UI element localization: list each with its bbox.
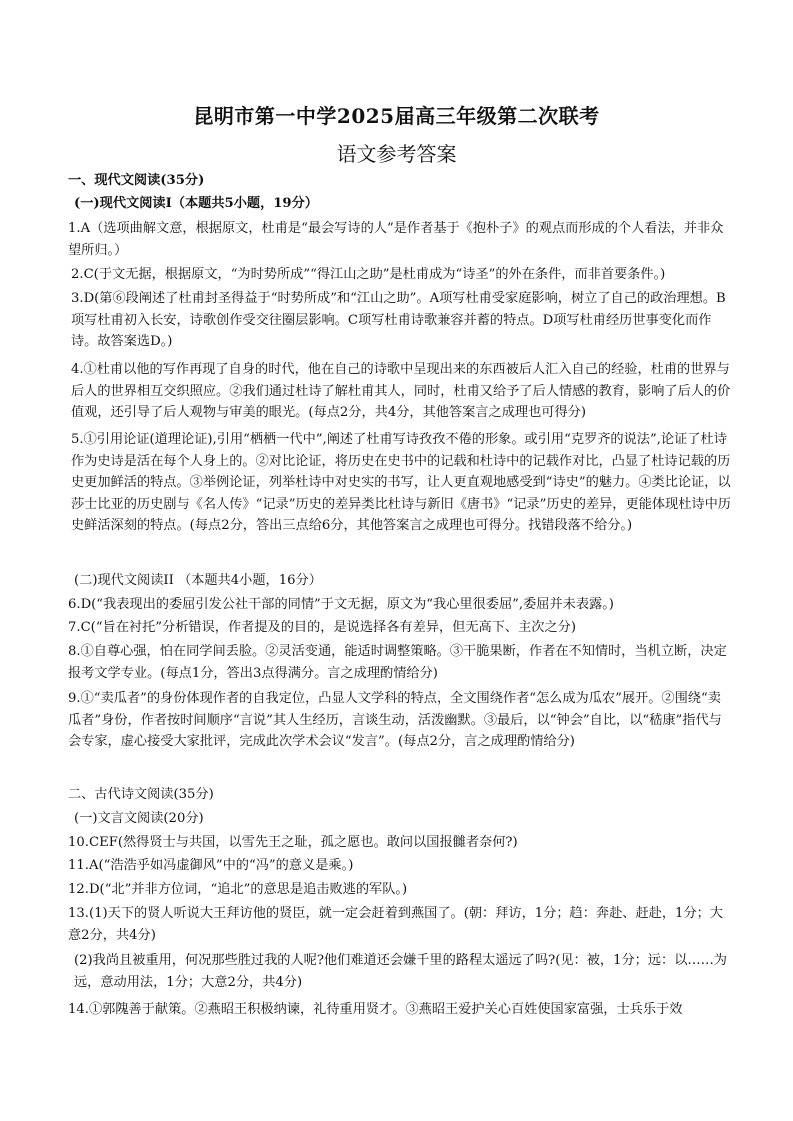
answer-q1: 1.A（选项曲解文意，根据原文，杜甫是“最会写诗的人”是作者基于《抱朴子》的观点而形成的个人看法，并非众望所归。） (68, 221, 724, 258)
answer-q13-2: (2)我尚且被重用，何况那些胜过我的人呢?他们难道还会嫌千里的路程太遥远了吗?(见：被，1分；远：以……为远，意动用法，1分；大意2分，共4分) (74, 953, 727, 990)
section-heading-classical-reading: 二、古代诗文阅读(35分) (68, 787, 214, 802)
answer-q5: 5.①引用论证(道理论证),引用“栖栖一代中”,阐述了杜甫写诗孜孜不倦的形象。或引用“克罗齐的说法”,论证了杜诗作为史诗是活在每个人身上的。②对比论证，将历史在史书中的记载和杜诗中的记载作对比，凸显了杜诗记载的历史更加鲜活的特点。③举例论证，列举杜诗中对史实的书写，让人更直观地感受到“诗史”的魅力。④类比论证，以莎士比亚的历史剧与《名人传》“记录”历史的差异类比杜诗与新旧《唐书》“记录”历史的差异，更能体现杜诗中历史鲜活深刻的特点。(每点2分，答出三点给6分，其他答案言之成理也可得分。找错段落不给分。) (71, 432, 731, 533)
answer-q3: 3.D(第⑥段阐述了杜甫封圣得益于“时势所成”和“江山之助”。A项写杜甫受家庭影响，树立了自己的政治理想。B项写杜甫初入长安，诗歌创作受交往圈层影响。C项写杜甫诗歌兼容并蓄的特点。D项写杜甫经历世事变化而作诗。故答案选D。) (71, 291, 726, 349)
answer-q13-1: 13.(1)天下的贤人听说大王拜访他的贤臣，就一定会赶着到燕国了。(朝：拜访，1分；趋：奔赴、赶赴，1分；大意2分，共4分) (68, 906, 724, 943)
answer-q9: 9.①“卖瓜者”的身份体现作者的自我定位，凸显人文学科的特点，全文围绕作者“怎么成为瓜农”展开。②围绕“卖瓜者”身份，作者按时间顺序“言说”其人生经历，言谈生动，活泼幽默。③最后，以“钟会”自比，以“嵇康”指代与会专家，虚心接受大家批评，完成此次学术会议“发言”。(每点2分，言之成理酌情给分) (68, 691, 722, 749)
subsection-heading-classical-prose: (一)文言文阅读(20分) (74, 811, 204, 826)
exam-title: 昆明市第一中学2025届高三年级第二次联考 (193, 104, 600, 128)
answer-q10: 10.CEF(然得贤士与共国，以雪先王之耻，孤之愿也。敢问以国报雠者奈何?) (68, 835, 518, 850)
answer-q4: 4.①杜甫以他的写作再现了自身的时代，他在自己的诗歌中呈现出来的东西被后人汇入自己的经验，杜甫的世界与后人的世界相互交织照应。②我们通过杜诗了解杜甫其人，同时，杜甫又给予了后人情感的教育，影响了后人的价值观，还引导了后人观物与审美的眼光。(每点2分，共4分，其他答案言之成理也可得分) (71, 362, 731, 420)
subsection-heading-modern-reading-2: (二)现代文阅读II （本题共4小题，16分） (74, 573, 322, 588)
answer-q2: 2.C(于文无据，根据原文，“为时势所成”“得江山之助”是杜甫成为“诗圣”的外在条件，而非首要条件。) (71, 267, 666, 282)
section-heading-modern-reading: 一、现代文阅读(35分) (68, 173, 205, 188)
answer-q14: 14.①郭隗善于献策。②燕昭王积极纳谏，礼待重用贤才。③燕昭王爱护关心百姓使国家富强，士兵乐于效 (68, 1002, 683, 1017)
subsection-heading-modern-reading-1: (一)现代文阅读I（本题共5小题，19分） (74, 196, 318, 211)
answer-q11: 11.A(“浩浩乎如冯虚御风”中的“冯”的意义是乘。) (68, 858, 354, 873)
answer-key-subtitle: 语文参考答案 (336, 142, 457, 166)
answer-q12: 12.D(“北”并非方位词，“追北”的意思是追击败逃的军队。) (68, 882, 408, 897)
answer-q6: 6.D(“我表现出的委屈引发公社干部的同情”于文无据，原文为“我心里很委屈”,委屈并未表露。) (68, 597, 614, 612)
answer-q8: 8.①自尊心强，怕在同学间丢脸。②灵活变通，能适时调整策略。③干脆果断，作者在不知情时，当机立断，决定报考文学专业。(每点1分，答出3点得满分。言之成理酌情给分) (68, 644, 727, 681)
answer-q7: 7.C(“旨在衬托”分析错误，作者提及的目的，是说选择各有差异，但无高下、主次之分) (68, 620, 577, 635)
